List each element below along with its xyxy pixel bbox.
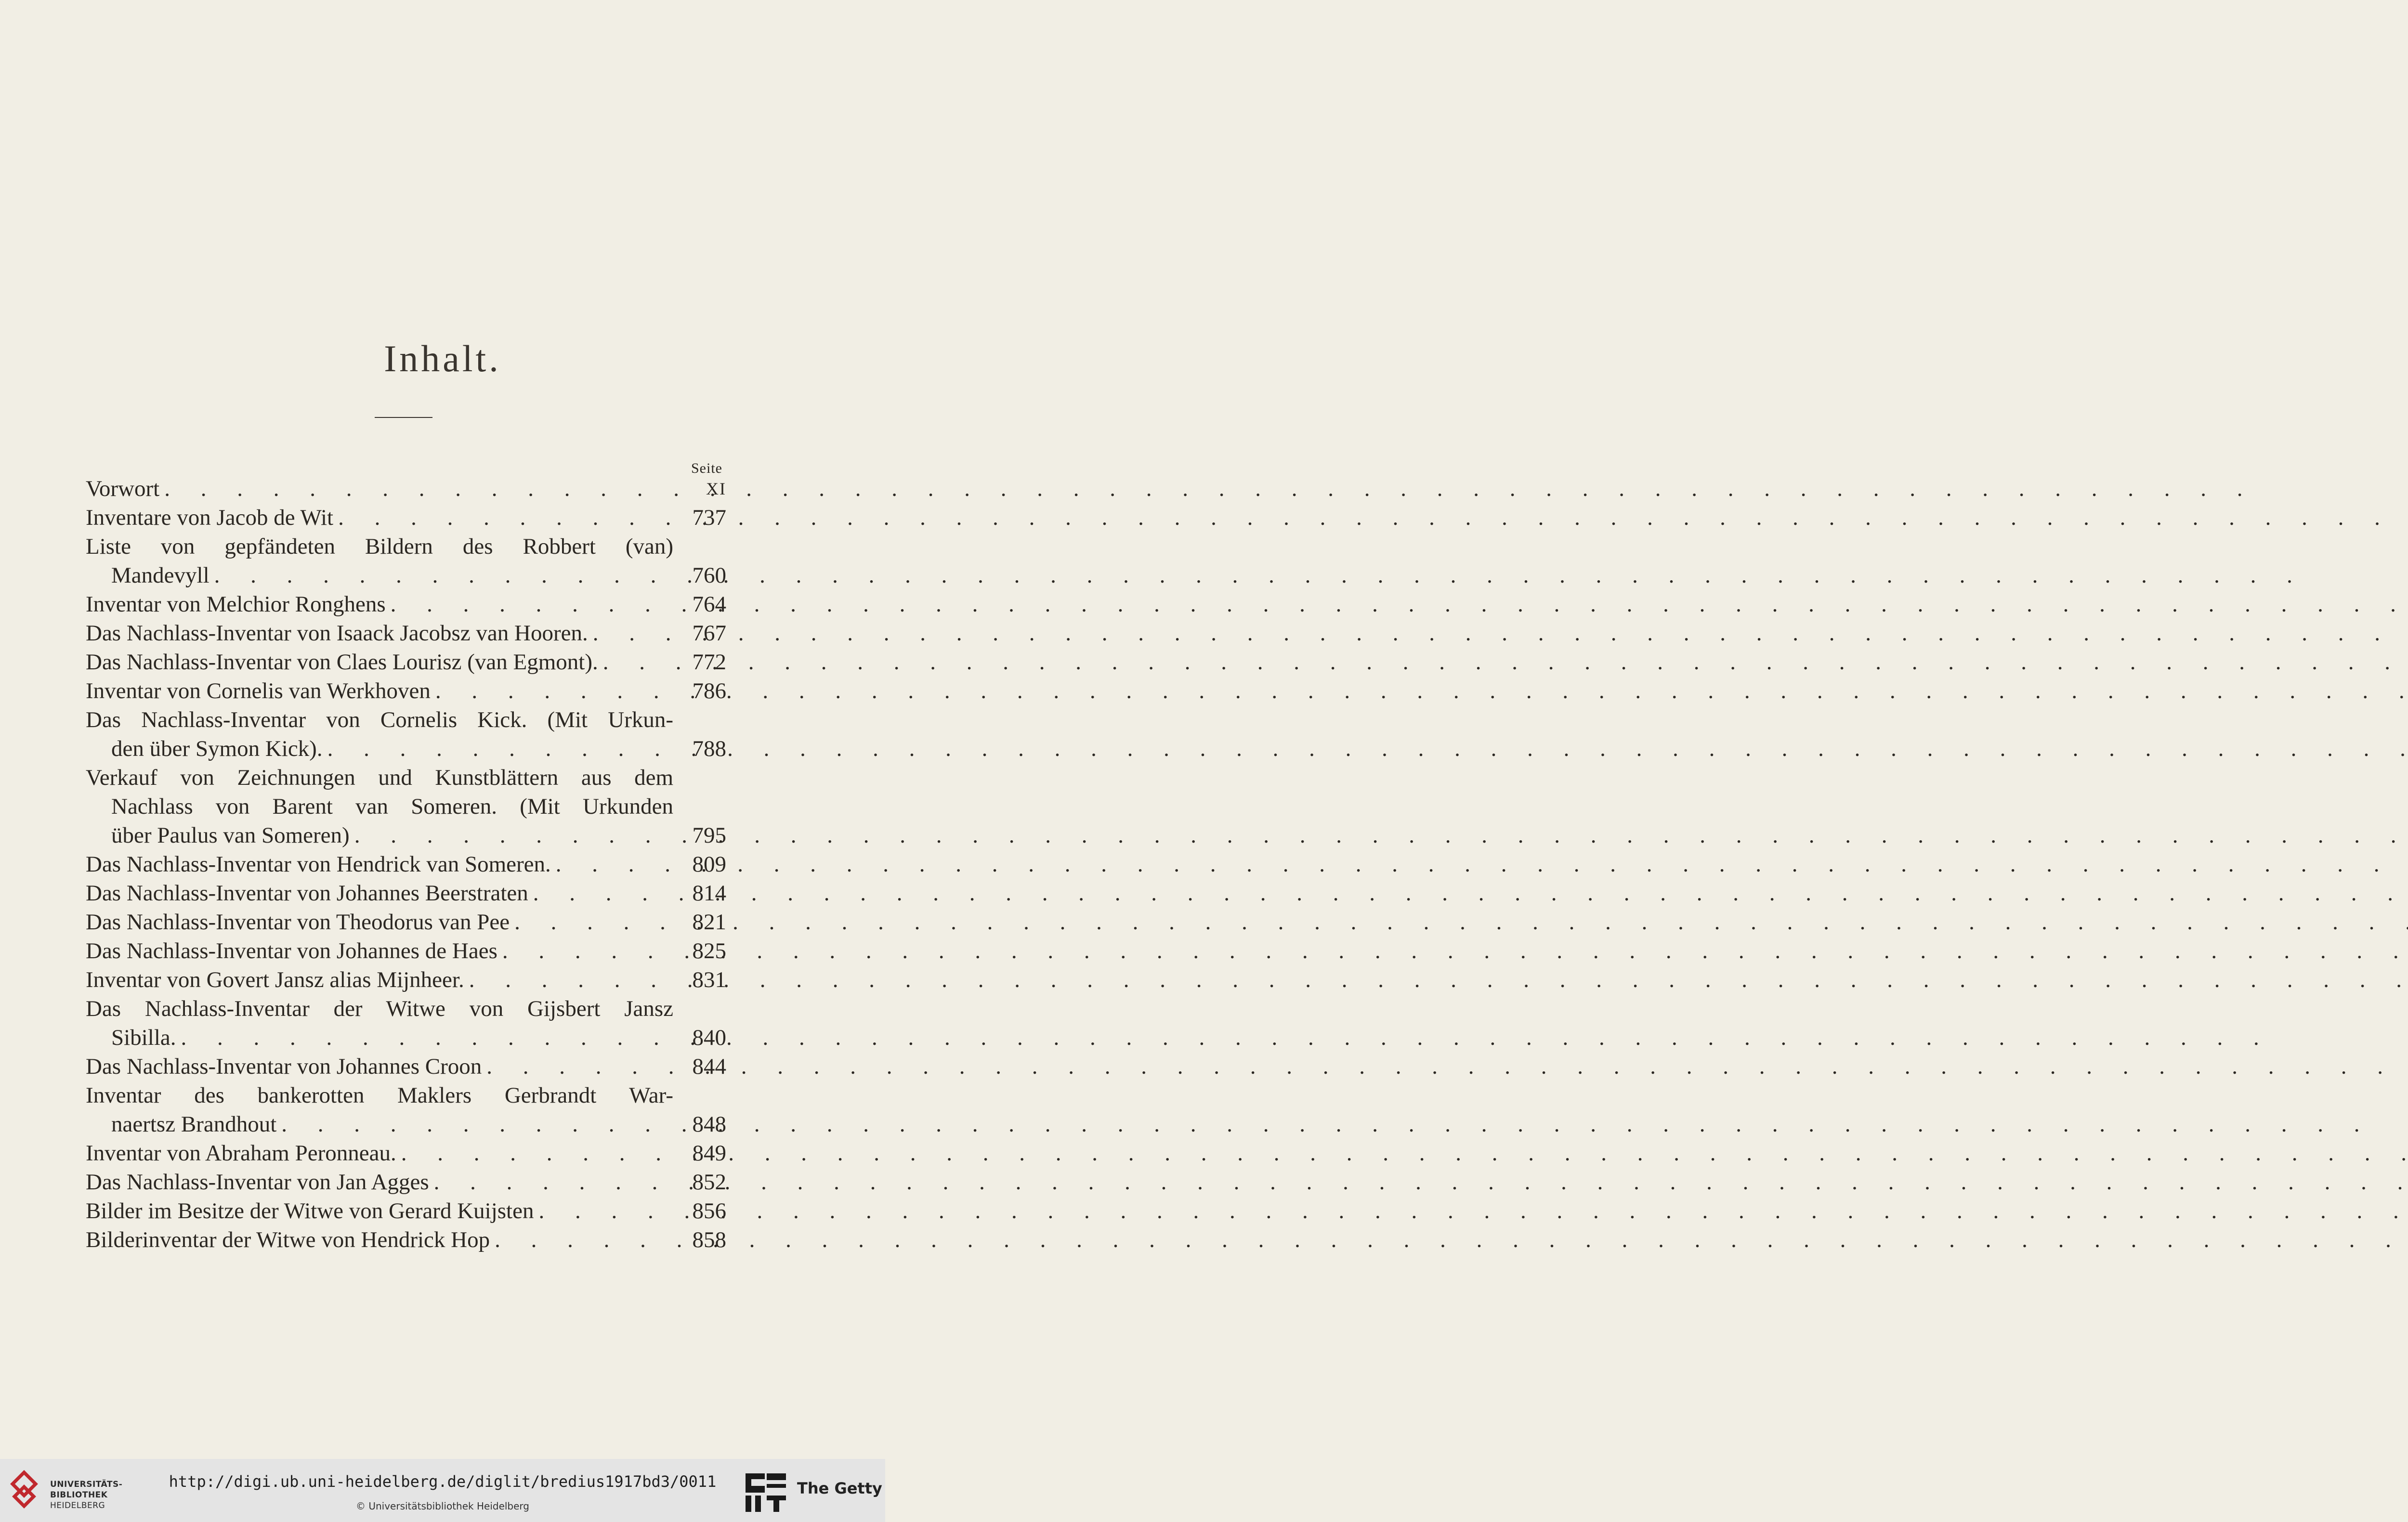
toc-entry-line-text: Liste von gepfändeten Bildern des Robbert (van) [86, 534, 673, 559]
toc-entry-line-text: Das Nachlass-Inventar von Claes Lourisz (van Egmont). [86, 650, 598, 675]
library-name-line2: BIBLIOTHEK [50, 1490, 108, 1500]
getty-logo-icon[interactable] [745, 1472, 788, 1513]
toc-entry-line [86, 503, 673, 532]
toc-page-number: 737 [692, 505, 726, 530]
dot-leader [464, 965, 2408, 994]
toc-entry-title [86, 1225, 673, 1254]
library-name-line3: HEIDELBERG [50, 1501, 105, 1510]
toc-entry-line-text: Bilderinventar der Witwe von Hendrick Hop [86, 1227, 490, 1252]
dot-leader [276, 1110, 2372, 1139]
dot-leader [510, 908, 2408, 937]
toc-entry-line-text: Das Nachlass-Inventar von Johannes Croon [86, 1054, 482, 1079]
toc-entry-line-text: Das Nachlass-Inventar von Theodorus van Pee [86, 910, 510, 935]
toc-entry-line [86, 908, 673, 937]
dot-leader [431, 676, 2408, 705]
toc-entry[interactable] [86, 532, 726, 590]
toc-entry-line-text: Das Nachlass-Inventar von Johannes de Haes [86, 938, 497, 963]
toc-page-number: 786 [692, 678, 726, 703]
toc-entry[interactable] [86, 705, 726, 763]
dot-leader [176, 1023, 2271, 1052]
toc-page-number: 814 [692, 881, 726, 906]
toc-entry-title [86, 763, 673, 850]
toc-page-number: 831 [692, 967, 726, 992]
toc-entry[interactable] [86, 1168, 726, 1197]
toc-page-number: 764 [692, 592, 726, 617]
toc-entry-line [86, 590, 673, 619]
dot-leader [482, 1052, 2408, 1081]
toc-entry-title [86, 705, 673, 763]
dot-leader [497, 937, 2408, 965]
toc-entry-title [86, 908, 673, 937]
toc-entry-line [86, 1110, 673, 1139]
toc-entry-title [86, 850, 673, 879]
toc-entry-title [86, 1139, 673, 1168]
toc-page-number: 788 [692, 736, 726, 761]
toc-entry-line [86, 821, 673, 850]
toc-page-number: 848 [692, 1112, 726, 1137]
dot-leader [209, 561, 2305, 590]
dot-leader [323, 734, 2408, 763]
toc-entry-line [86, 850, 673, 879]
toc-page-number: 858 [692, 1227, 726, 1252]
toc-entry[interactable] [86, 1139, 726, 1168]
toc-entry[interactable] [86, 994, 726, 1052]
dot-leader [551, 850, 2408, 879]
toc-entry-title [86, 1052, 673, 1081]
toc-entry-line-text: Das Nachlass-Inventar von Isaack Jacobsz van Hooren. [86, 621, 588, 646]
dot-leader [490, 1225, 2408, 1254]
toc-page-number: 821 [692, 910, 726, 935]
toc-entry-line-text: Mandevyll [111, 563, 209, 588]
toc-page-number: 852 [692, 1170, 726, 1195]
toc-entry-line-text: Das Nachlass-Inventar von Cornelis Kick. (Mit Urkun- [86, 707, 673, 732]
toc-entry-line [86, 1023, 673, 1052]
toc-entry-title [86, 532, 673, 590]
toc-entry-title [86, 1081, 673, 1139]
toc-entry-title [86, 1168, 673, 1197]
getty-label: The Getty [797, 1479, 882, 1497]
toc-entry[interactable] [86, 937, 726, 965]
toc-entry-line [86, 648, 673, 676]
toc-entry[interactable] [86, 850, 726, 879]
toc-page-number: 772 [692, 650, 726, 675]
toc-entry-line [86, 965, 673, 994]
dot-leader [333, 503, 2408, 532]
toc-entry-line [86, 1052, 673, 1081]
table-of-contents [86, 474, 726, 1254]
toc-entry-title [86, 503, 673, 532]
toc-page-number: 767 [692, 621, 726, 646]
toc-entry-line [86, 937, 673, 965]
toc-entry[interactable] [86, 503, 726, 532]
toc-entry[interactable] [86, 1052, 726, 1081]
title-divider [375, 417, 432, 418]
toc-entry-line-text: den über Symon Kick). [111, 736, 323, 761]
toc-entry[interactable] [86, 908, 726, 937]
toc-entry-line [86, 1168, 673, 1197]
toc-entry-line-text: Das Nachlass-Inventar von Johannes Beerstraten [86, 881, 528, 906]
book-page [0, 0, 885, 1459]
dot-leader [588, 619, 2408, 648]
toc-entry-line-text: Inventar von Govert Jansz alias Mijnheer. [86, 967, 464, 992]
toc-entry-title [86, 994, 673, 1052]
toc-entry-line-text: Das Nachlass-Inventar von Hendrick van Someren. [86, 852, 551, 877]
toc-entry-line [86, 734, 673, 763]
page-title: Inhalt. [384, 338, 501, 379]
toc-entry-line [86, 1197, 673, 1225]
toc-page-number: 856 [692, 1198, 726, 1223]
toc-entry-line [86, 792, 673, 821]
toc-entry-line-text: Inventar von Cornelis van Werkhoven [86, 678, 431, 703]
toc-entry[interactable] [86, 1225, 726, 1254]
toc-page-number: 844 [692, 1054, 726, 1079]
toc-entry-line-text: Bilder im Besitze der Witwe von Gerard Kuijsten [86, 1198, 534, 1223]
toc-entry-title [86, 474, 673, 503]
toc-entry-line [86, 1139, 673, 1168]
toc-entry-line [86, 1081, 673, 1110]
toc-entry[interactable] [86, 619, 726, 648]
toc-entry-line-text: Das Nachlass-Inventar von Jan Agges [86, 1170, 429, 1195]
toc-entry-line [86, 532, 673, 561]
dot-leader [528, 879, 2408, 908]
toc-entry-line [86, 619, 673, 648]
toc-page-number: 795 [692, 823, 726, 848]
toc-entry-title [86, 965, 673, 994]
toc-entry[interactable] [86, 590, 726, 619]
dot-leader [534, 1197, 2408, 1225]
toc-entry[interactable] [86, 763, 726, 850]
toc-entry-title [86, 1197, 673, 1225]
toc-entry-line [86, 1225, 673, 1254]
toc-entry[interactable] [86, 676, 726, 705]
page-column-header: Seite [691, 460, 722, 476]
toc-entry-line-text: naertsz Brandhout [111, 1112, 277, 1137]
source-url-link[interactable]: http://digi.ub.uni-heidelberg.de/diglit/bredius1917bd3/0011 [169, 1472, 717, 1491]
copyright-notice: © Universitätsbibliothek Heidelberg [355, 1500, 529, 1512]
toc-page-number: 849 [692, 1141, 726, 1166]
toc-entry[interactable] [86, 648, 726, 676]
toc-entry[interactable] [86, 965, 726, 994]
toc-entry-title [86, 590, 673, 619]
toc-entry-title [86, 676, 673, 705]
toc-entry-title [86, 619, 673, 648]
toc-entry-line-text: über Paulus van Someren) [111, 823, 350, 848]
toc-entry-line-text: Inventar von Abraham Peronneau. [86, 1141, 396, 1166]
toc-page-number: 760 [692, 563, 726, 588]
toc-entry-line [86, 676, 673, 705]
dot-leader [350, 821, 2408, 850]
toc-page-number: 809 [692, 852, 726, 877]
toc-entry-line [86, 879, 673, 908]
dot-leader [159, 474, 2255, 503]
toc-page-number: 825 [692, 938, 726, 963]
toc-entry-line-text: Verkauf von Zeichnungen und Kunstblättern aus dem [86, 765, 673, 790]
toc-page-number: 840 [692, 1025, 726, 1050]
toc-entry-line [86, 994, 673, 1023]
toc-entry-line-text: Inventar des bankerotten Maklers Gerbrandt War- [86, 1083, 673, 1108]
footer-bar [0, 1459, 885, 1522]
toc-entry-line [86, 763, 673, 792]
toc-entry-title [86, 879, 673, 908]
toc-entry-line-text: Nachlass von Barent van Someren. (Mit Urkunden [111, 794, 673, 819]
toc-page-number: XI [706, 479, 726, 498]
toc-entry[interactable] [86, 879, 726, 908]
toc-entry-line-text: Vorwort [86, 476, 160, 501]
toc-entry[interactable] [86, 1081, 726, 1139]
toc-entry-line-text: Inventar von Melchior Ronghens [86, 592, 386, 617]
toc-entry[interactable] [86, 474, 726, 503]
toc-entry-line [86, 705, 673, 734]
toc-entry-line-text: Inventare von Jacob de Wit [86, 505, 334, 530]
library-name-line1: UNIVERSITÄTS- [50, 1480, 123, 1489]
dot-leader [598, 648, 2408, 676]
toc-entry[interactable] [86, 1197, 726, 1225]
toc-entry-line-text: Sibilla. [111, 1025, 176, 1050]
toc-entry-title [86, 648, 673, 676]
toc-entry-line [86, 561, 673, 590]
toc-entry-line-text: Das Nachlass-Inventar der Witwe von Gijsbert Jansz [86, 996, 673, 1021]
toc-entry-title [86, 937, 673, 965]
toc-entry-line [86, 474, 673, 503]
